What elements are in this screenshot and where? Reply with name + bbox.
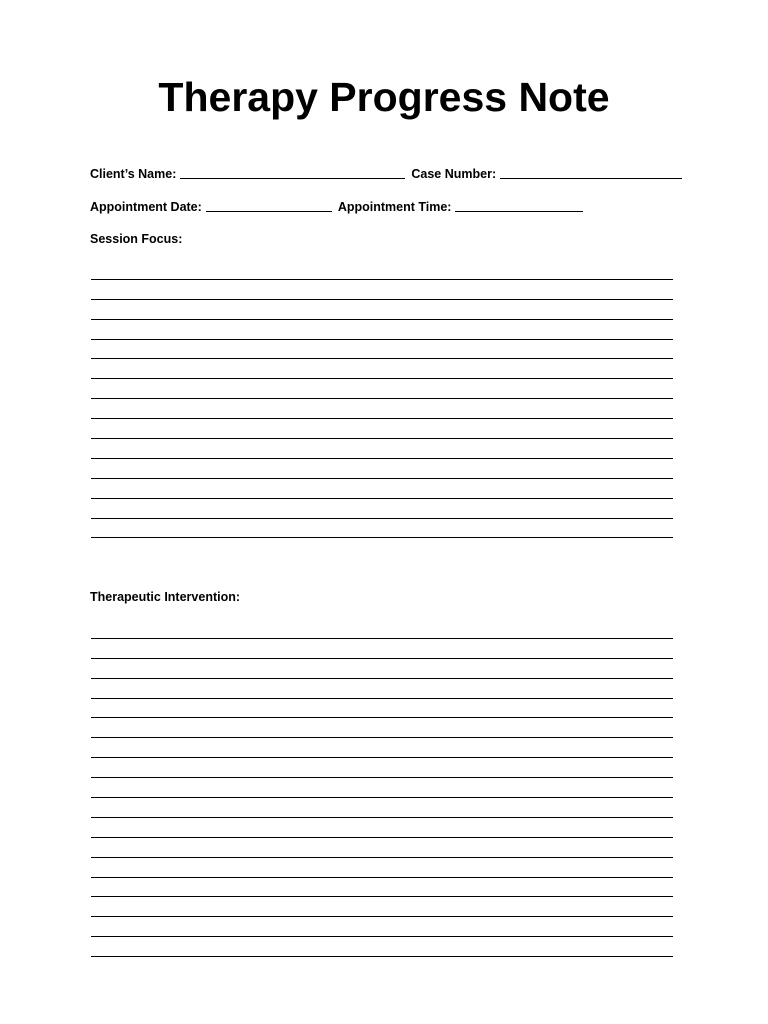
session-focus-write-line[interactable] <box>91 419 673 439</box>
session-focus-write-line[interactable] <box>91 280 673 300</box>
page-title: Therapy Progress Note <box>158 74 610 120</box>
intervention-write-line[interactable] <box>91 659 673 679</box>
appointment-time-label: Appointment Time: <box>337 200 452 214</box>
session-focus-write-line[interactable] <box>91 379 673 399</box>
intervention-write-line[interactable] <box>91 937 673 957</box>
intervention-write-line[interactable] <box>91 619 673 639</box>
client-info-row <box>90 166 688 181</box>
intervention-write-line[interactable] <box>91 699 673 719</box>
session-focus-write-line[interactable] <box>91 399 673 419</box>
session-focus-label: Session Focus: <box>90 232 183 246</box>
intervention-write-line[interactable] <box>91 897 673 917</box>
appointment-time-field[interactable] <box>455 199 583 212</box>
intervention-write-line[interactable] <box>91 778 673 798</box>
intervention-write-line[interactable] <box>91 718 673 738</box>
case-number-field[interactable] <box>500 166 682 179</box>
appointment-date-field[interactable] <box>206 199 332 212</box>
intervention-write-line[interactable] <box>91 878 673 898</box>
case-number-label: Case Number: <box>411 167 497 181</box>
session-focus-lines[interactable] <box>91 260 673 538</box>
intervention-write-line[interactable] <box>91 858 673 878</box>
session-focus-write-line[interactable] <box>91 340 673 360</box>
intervention-write-line[interactable] <box>91 639 673 659</box>
session-focus-write-line[interactable] <box>91 439 673 459</box>
session-focus-write-line[interactable] <box>91 519 673 539</box>
appointment-row <box>90 199 589 214</box>
session-focus-write-line[interactable] <box>91 320 673 340</box>
session-focus-write-line[interactable] <box>91 300 673 320</box>
intervention-write-line[interactable] <box>91 798 673 818</box>
intervention-write-line[interactable] <box>91 738 673 758</box>
intervention-write-line[interactable] <box>91 917 673 937</box>
intervention-write-line[interactable] <box>91 838 673 858</box>
session-focus-write-line[interactable] <box>91 499 673 519</box>
intervention-write-line[interactable] <box>91 758 673 778</box>
session-focus-write-line[interactable] <box>91 479 673 499</box>
therapeutic-intervention-label: Therapeutic Intervention: <box>90 590 241 604</box>
session-focus-write-line[interactable] <box>91 359 673 379</box>
therapeutic-intervention-lines[interactable] <box>91 619 673 957</box>
session-focus-write-line[interactable] <box>91 459 673 479</box>
intervention-write-line[interactable] <box>91 818 673 838</box>
appointment-date-label: Appointment Date: <box>90 200 202 214</box>
session-focus-write-line[interactable] <box>91 260 673 280</box>
intervention-write-line[interactable] <box>91 679 673 699</box>
client-name-field[interactable] <box>180 166 405 179</box>
client-name-label: Client’s Name: <box>90 167 177 181</box>
